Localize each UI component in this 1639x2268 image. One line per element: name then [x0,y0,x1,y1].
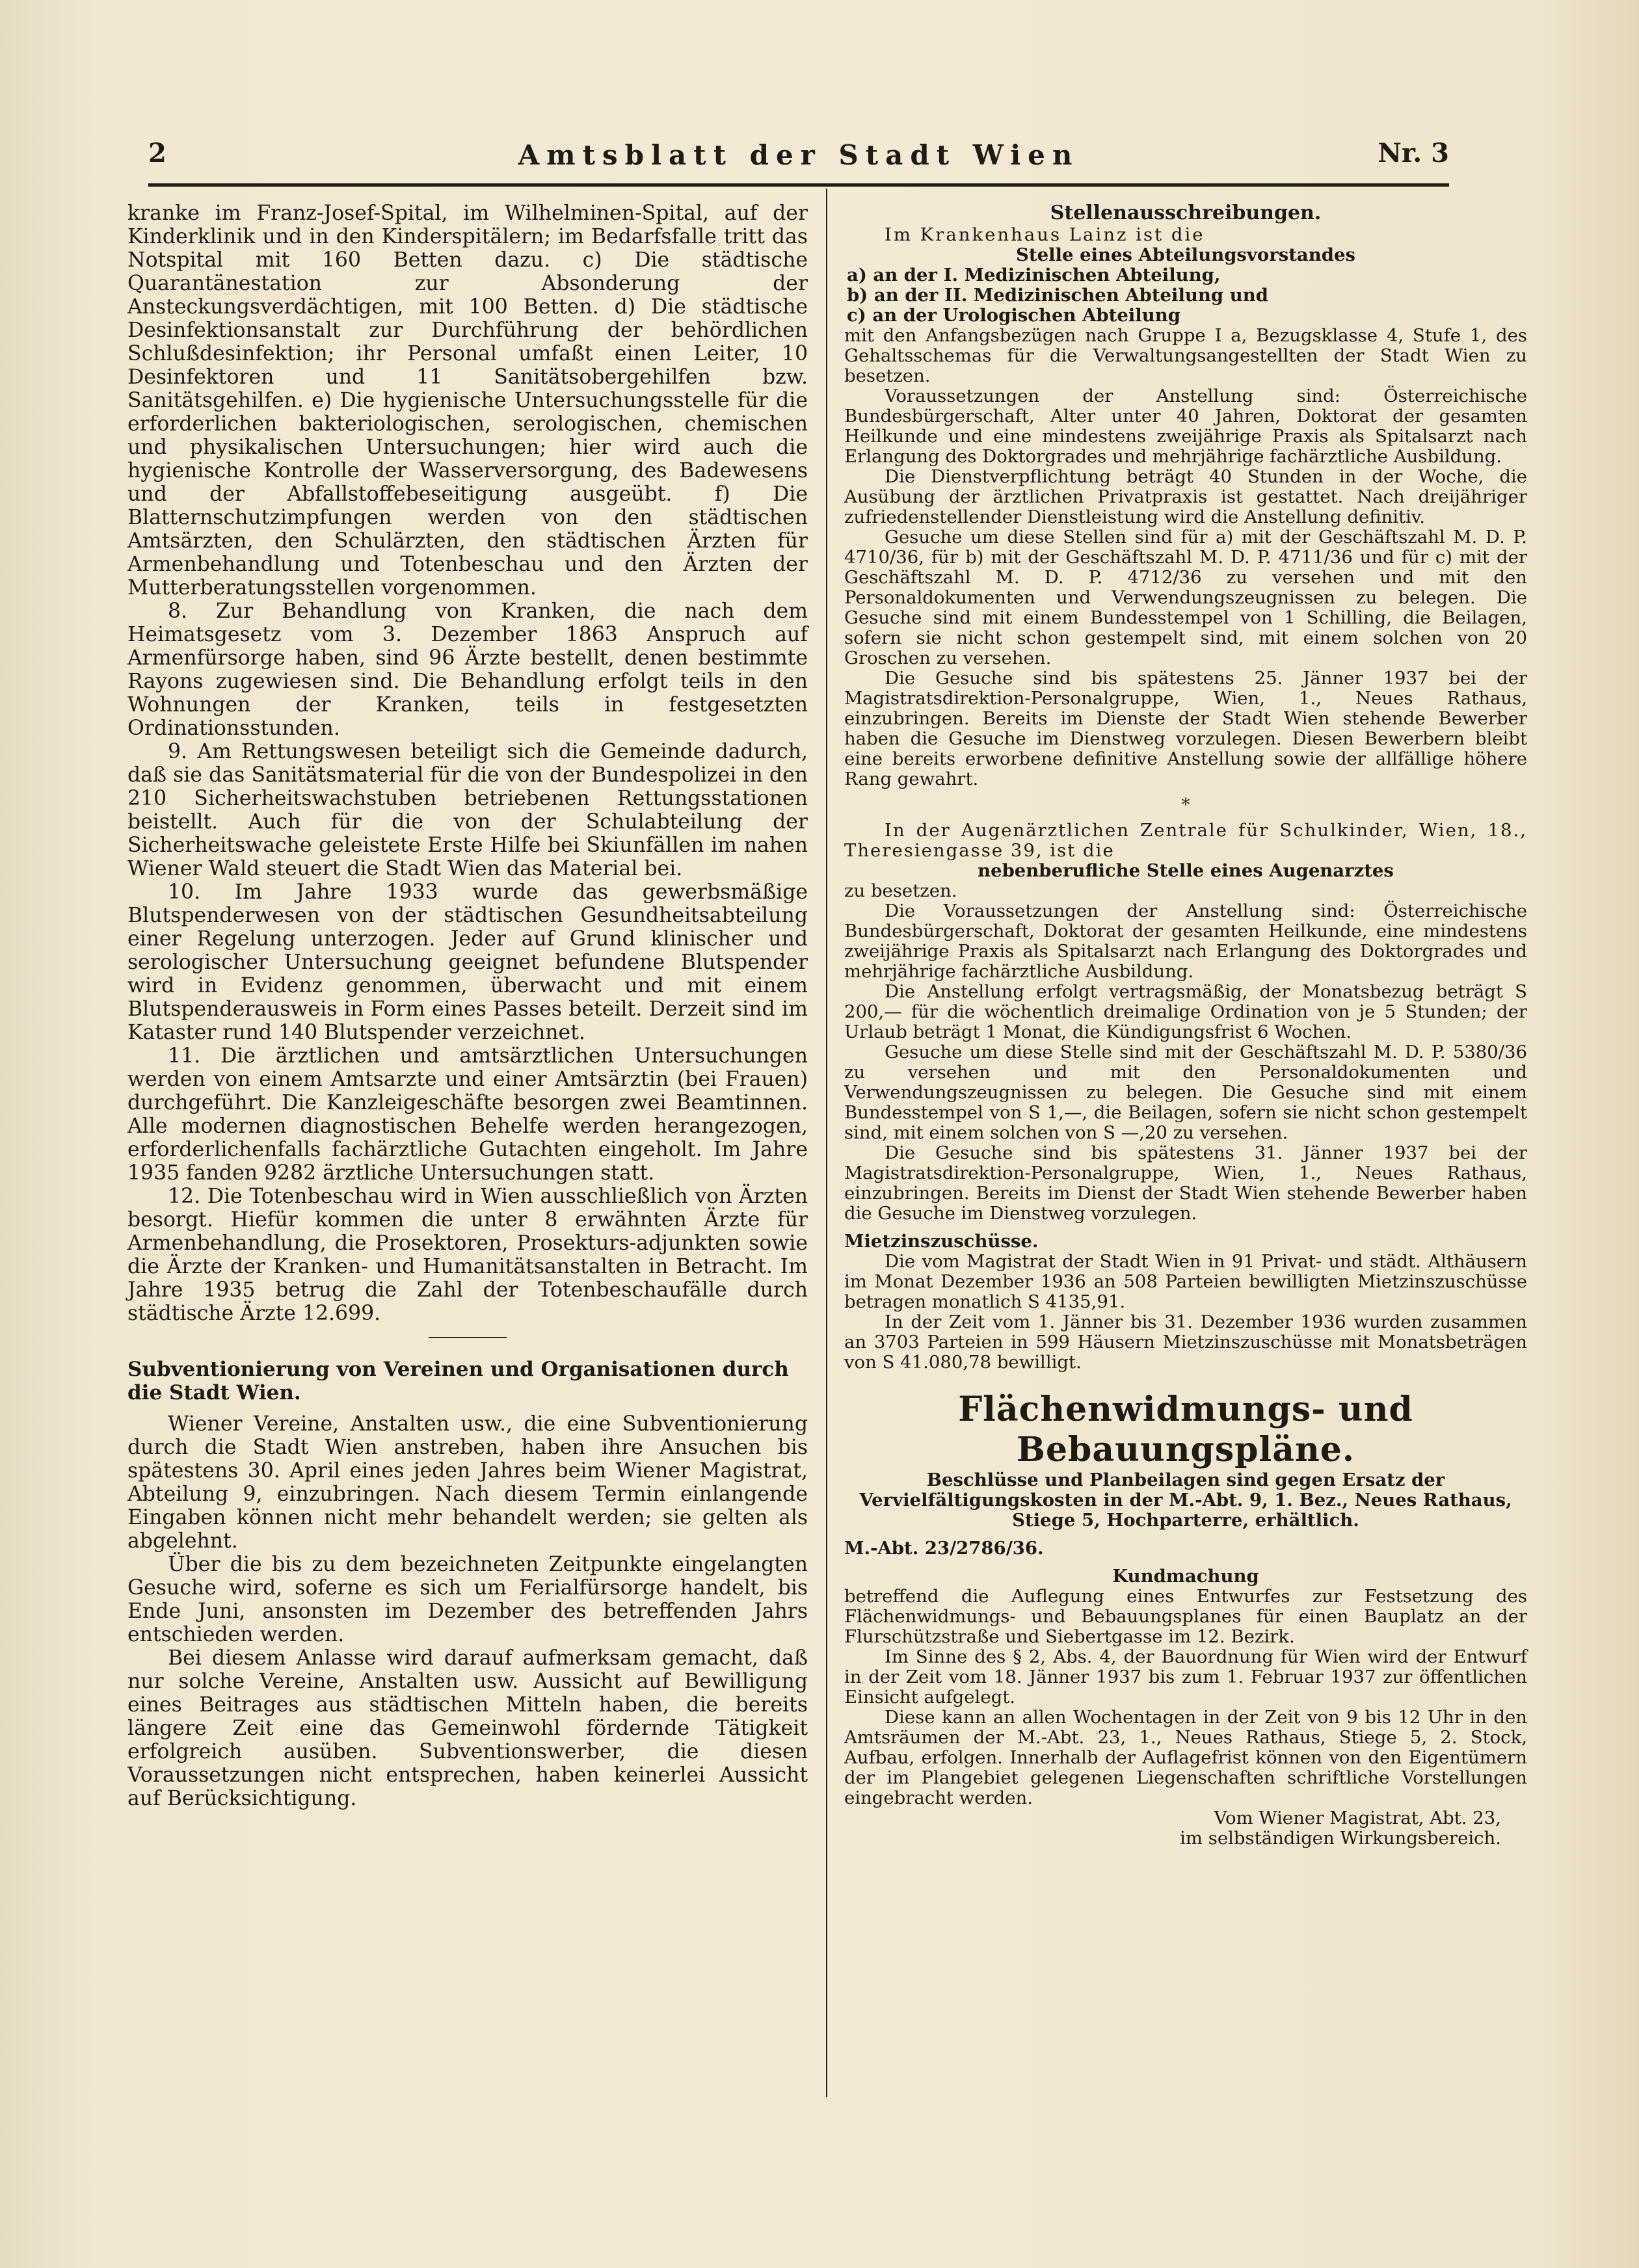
paragraph-continued: kranke im Franz-Josef-Spital, im Wilhelminen-Spital, auf der Kinderklinik und in den Kinderspitälern; im Bedarfsfalle tritt das Notspital mit 160 Betten dazu. c) Die städtische Quarantänestation zur Absonderung der Ansteckungsverdächtigen, mit 100 Betten. d) Die städtische Desinfektionsanstalt zur Durchführung der behördlichen Schlußdesinfektion; ihr Personal umfaßt einen Leiter, 10 Desinfektoren und 11 Sanitätsobergehilfen bzw. Sanitätsgehilfen. e) Die hygienische Untersuchungsstelle für die erforderlichen bakteriologischen, serologischen, chemischen und physikalischen Untersuchungen; hier wird auch die hygienische Kontrolle der Wasserversorgung, des Badewesens und der Abfallstoffebeseitigung ausgeübt. f) Die Blatternschutzimpfungen werden von den städtischen Amtsärzten, den Schulärzten, den städtischen Ärzten für Armenbehandlung und Totenbeschau und den Ärzten der Mutterberatungsstellen vorgenommen. [127,202,808,600]
subvention-heading: Subventionierung von Vereinen und Organisationen durch die Stadt Wien. [127,1358,789,1404]
vorstand-heading: Stelle eines Abteilungsvorstandes [1016,244,1355,265]
masthead: Amtsblatt der Stadt Wien [518,139,1080,171]
flaechen-heading: Flächenwidmungs- und Bebauungspläne. [958,1390,1413,1470]
lainz-paragraph-3: Die Dienstverpflichtung beträgt 40 Stunden in der Woche, die Ausübung der ärztlichen Privatpraxis ist gestattet. Nach dreijähriger zufriedenstellender Dienstleistung wird die Anstellung definitiv. [844,466,1527,527]
paragraph-11: 11. Die ärztlichen und amtsärztlichen Untersuchungen werden von einem Amtsarzte und einer Amtsärztin (bei Frauen) durchgeführt. Die Kanzleigeschäfte besorgen zwei Beamtinnen. Alle modernen diagnostischen Behelfe werden herangezogen, erforderlichenfalls fachärztliche Gutachten eingeholt. Im Jahre 1935 fanden 9282 ärztliche Untersuchungen statt. [127,1044,808,1185]
header-rule [148,183,1449,187]
paragraph-10: 10. Im Jahre 1933 wurde das gewerbsmäßige Blutspenderwesen von der städtischen Gesundheitsabteilung einer Regelung unterzogen. Jeder auf Grund klinischer und serologischer Untersuchung geeignet befundene Blutspender wird in Evidenz genommen, überwacht und mit einem Blutspenderausweis in Form eines Passes beteilt. Derzeit sind im Kataster rund 140 Blutspender verzeichnet. [127,880,808,1044]
page-number: 2 [148,138,167,168]
department-a: a) an der I. Medizinischen Abteilung, [847,265,1221,285]
department-b: b) an der II. Medizinischen Abteilung und [847,285,1268,306]
augen-paragraph-1: Die Voraussetzungen der Anstellung sind: Österreichische Bundesbürgerschaft, Doktorat der gesamten Heilkunde, eine mindestens zweijährige Praxis als Spitalsarzt nach Erlangung des Doktorgrades und mehrjährige fachärztliche Ausbildung. [844,901,1527,982]
augen-paragraph-2: Die Anstellung erfolgt vertragsmäßig, der Monatsbezug beträgt S 200,— für die wöchentlich dreimalige Ordination von je 5 Stunden; der Urlaub beträgt 1 Monat, die Kündigungsfrist 6 Wochen. [844,981,1527,1042]
subvention-paragraph-1: Wiener Vereine, Anstalten usw., die eine Subventionierung durch die Stadt Wien anstreben, haben ihre Ansuchen bis spätestens 30. April eines jeden Jahres beim Wiener Magistrat, Abteilung 9, einzubringen. Nach diesem Termin einlangende Eingaben können nicht mehr behandelt werden; sie gelten als abgelehnt. [127,1412,808,1553]
augen-intro: In der Augenärztlichen Zentrale für Schulkinder, Wien, 18., Theresiengasse 39, ist die [844,820,1527,861]
column-divider [826,189,827,2097]
paragraph-12: 12. Die Totenbeschau wird in Wien ausschließlich von Ärzten besorgt. Hiefür kommen die unter 8 erwähnten Ärzte für Armenbehandlung, die Prosektoren, Prosekturs-adjunkten sowie die Ärzte der Kranken- und Humanitätsanstalten in Betracht. Im Jahre 1935 betrug die Zahl der Totenbeschaufälle durch städtische Ärzte 12.699. [127,1185,808,1325]
augen-paragraph-0: zu besetzen. [844,880,957,901]
lainz-paragraph-2: Voraussetzungen der Anstellung sind: Österreichische Bundesbürgerschaft, Alter unter 40 Jahren, Doktorat der gesamten Heilkunde und eine mindestens zweijährige Praxis als Spitalsarzt nach Erlangung des Doktorgrades und mehrjährige fachärztliche Ausbildung. [844,386,1527,467]
issue-number: Nr. 3 [1378,138,1449,168]
kundmachung-heading: Kundmachung [1112,1566,1259,1587]
department-c: c) an der Urologischen Abteilung [847,305,1180,326]
mietzins-heading: Mietzinszuschüsse. [844,1231,1039,1252]
flaechen-intro: Beschlüsse und Planbeilagen sind gegen Ersatz der Vervielfältigungskosten in der M.-Abt. 9, 1. Bez., Neues Rathaus, Stiege 5, Hochparterre, erhältlich. [859,1470,1512,1531]
left-column [127,202,808,1810]
kundmachung-paragraph-2: Im Sinne des § 2, Abs. 4, der Bauordnung für Wien wird der Entwurf in der Zeit vom 18. Jänner 1937 bis zum 1. Februar 1937 zur öffentlichen Einsicht aufgelegt. [844,1646,1527,1708]
lainz-paragraph-4: Gesuche um diese Stellen sind für a) mit der Geschäftszahl M. D. P. 4710/36, für b) mit der Geschäftszahl M. D. P. 4711/36 und für c) mit der Geschäftszahl M. D. P. 4712/36 zu versehen und mit den Personaldokumenten und Verwendungszeugnissen zu belegen. Die Gesuche sind mit einem Bundesstempel von 1 Schilling, die Beilagen, sofern sie nicht schon gestempelt sind, mit einem solchen von 20 Groschen zu versehen. [844,527,1527,668]
stellen-heading: Stellenausschreibungen. [1050,202,1322,224]
kundmachung-paragraph-3: Diese kann an allen Wochentagen in der Zeit von 9 bis 12 Uhr in den Amtsräumen der M.-Abt. 23, 1., Neues Rathaus, Stiege 5, 2. Stock, Aufbau, erfolgen. Innerhalb der Auflagefrist können von den Eigentümern der im Plangebiet gelegenen Liegenschaften schriftliche Vorstellungen eingebracht werden. [844,1707,1527,1808]
right-column [844,202,1527,1849]
paragraph-8: 8. Zur Behandlung von Kranken, die nach dem Heimatsgesetz vom 3. Dezember 1863 Anspruch auf Armenfürsorge haben, sind 96 Ärzte bestellt, denen bestimmte Rayons zugewiesen sind. Die Behandlung erfolgt teils in den Wohnungen der Kranken, teils in festgesetzten Ordinationsstunden. [127,600,808,740]
page-header [148,138,1449,177]
signature-line-1: Vom Wiener Magistrat, Abt. 23, [1214,1808,1501,1828]
augen-paragraph-4: Die Gesuche sind bis spätestens 31. Jänner 1937 bei der Magistratsdirektion-Personalgruppe, Wien, 1., Neues Rathaus, einzubringen. Bereits im Dienst der Stadt Wien stehende Bewerber haben die Gesuche im Dienstweg vorzulegen. [844,1142,1527,1224]
section-divider [429,1337,507,1338]
lainz-paragraph-1: mit den Anfangsbezügen nach Gruppe I a, Bezugsklasse 4, Stufe 1, des Gehaltsschemas für die Verwaltungsangestellten der Stadt Wien zu besetzen. [844,325,1527,386]
kundmachung-paragraph-1: betreffend die Auflegung eines Entwurfes zur Festsetzung des Flächenwidmungs- und Bebauungsplanes für einen Bauplatz an der Flurschützstraße und Siebertgasse im 12. Bezirk. [844,1586,1527,1647]
reference-number: M.-Abt. 23/2786/36. [844,1538,1044,1559]
paragraph-9: 9. Am Rettungswesen beteiligt sich die Gemeinde dadurch, daß sie das Sanitätsmaterial für die von der Bundespolizei in den 210 Sicherheitswachstuben betriebenen Rettungsstationen beistellt. Auch für die von der Schulabteilung der Sicherheitswache geleistete Erste Hilfe bei Skiunfällen im nahen Wiener Wald steuert die Stadt Wien das Material bei. [127,740,808,880]
signature-line-2: im selbständigen Wirkungsbereich. [1180,1828,1501,1849]
augen-heading: nebenberufliche Stelle eines Augenarztes [978,860,1394,881]
augen-paragraph-3: Gesuche um diese Stelle sind mit der Geschäftszahl M. D. P. 5380/36 zu versehen und mit den Personaldokumenten und Verwendungszeugnissen zu belegen. Die Gesuche sind mit einem Bundesstempel von S 1,—, die Beilagen, sofern sie nicht schon gestempelt sind, mit einem solchen von S —,20 zu versehen. [844,1042,1527,1143]
section-star: * [1181,795,1190,815]
mietzins-paragraph-1: Die vom Magistrat der Stadt Wien in 91 Privat- und städt. Althäusern im Monat Dezember 1936 an 508 Parteien bewilligten Mietzinszuschüsse betragen monatlich S 4135,91. [844,1251,1527,1312]
subvention-paragraph-3: Bei diesem Anlasse wird darauf aufmerksam gemacht, daß nur solche Vereine, Anstalten usw. Aussicht auf Bewilligung eines Beitrages aus städtischen Mitteln haben, die bereits längere Zeit eine das Gemeinwohl fördernde Tätigkeit erfolgreich ausüben. Subventionswerber, die diesen Voraussetzungen nicht entsprechen, haben keinerlei Aussicht auf Berücksichtigung. [127,1646,808,1810]
lainz-paragraph-5: Die Gesuche sind bis spätestens 25. Jänner 1937 bei der Magistratsdirektion-Personalgruppe, Wien, 1., Neues Rathaus, einzubringen. Bereits im Dienste der Stadt Wien stehende Bewerber haben die Gesuche im Dienstweg vorzulegen. Diesen Bewerbern bleibt eine bereits erworbene definitive Anstellung sowie der allfällige höhere Rang gewahrt. [844,668,1527,789]
lainz-intro: Im Krankenhaus Lainz ist die [885,224,1205,245]
mietzins-paragraph-2: In der Zeit vom 1. Jänner bis 31. Dezember 1936 wurden zusammen an 3703 Parteien in 599 Häusern Mietzinszuschüsse mit Monatsbeträgen von S 41.080,78 bewilligt. [844,1312,1527,1373]
subvention-paragraph-2: Über die bis zu dem bezeichneten Zeitpunkte eingelangten Gesuche wird, soferne es sich um Ferialfürsorge handelt, bis Ende Juni, ansonsten im Dezember des betreffenden Jahrs entschieden werden. [127,1553,808,1646]
